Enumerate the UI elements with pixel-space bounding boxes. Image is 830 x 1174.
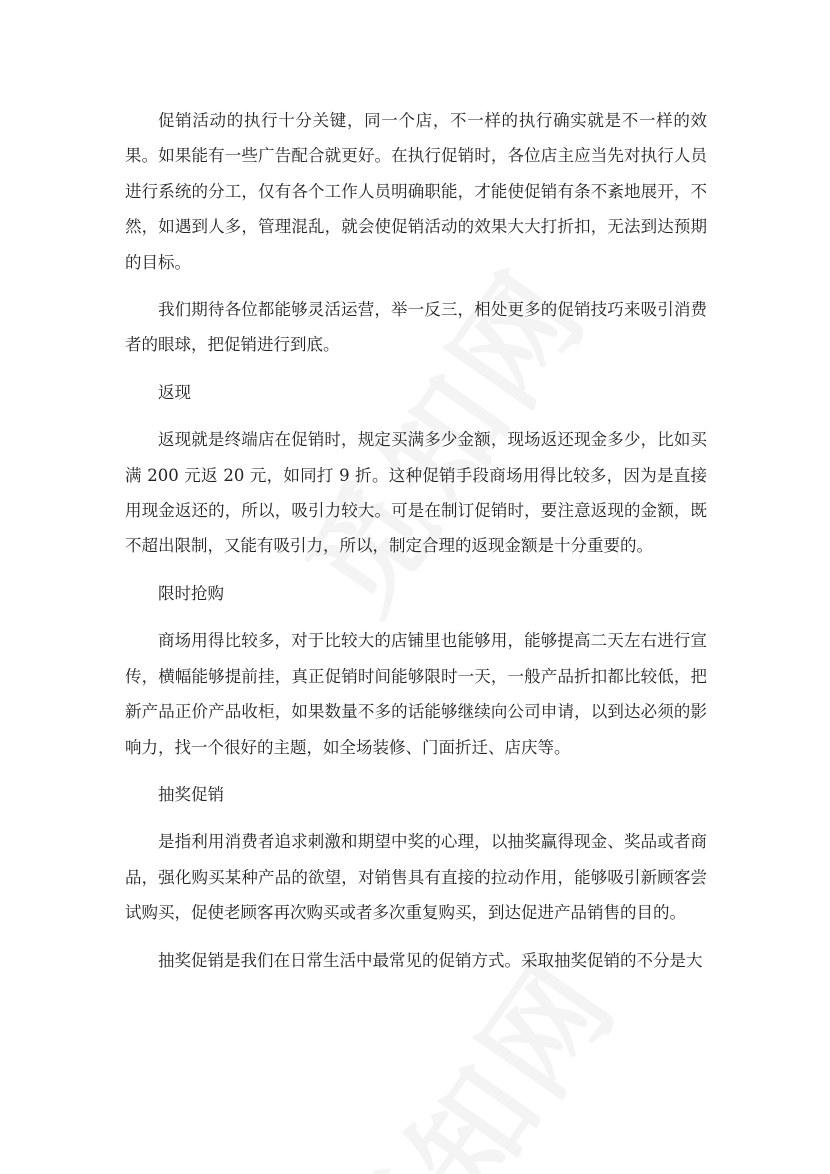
section-heading: 返现 — [158, 382, 191, 402]
section-heading: 抽奖促销 — [158, 784, 224, 804]
paragraph: 促销活动的执行十分关键，同一个店，不一样的执行确实就是不一样的效果。如果能有一些广告配合就更好。在执行促销时，各位店主应当先对执行人员进行系统的分工，仅有各个工作人员明确职能，才能使促销有条不紊地展开，不然，如遇到人多，管理混乱，就会使促销活动的效果大大打折扣，无法到达预期的目标。 — [125, 111, 707, 272]
document-body — [125, 103, 707, 990]
paragraph: 返现就是终端店在促销时，规定买满多少金额，现场返还现金多少，比如买满 200 元返 20 元，如同打 9 折。这种促销手段商场用得比较多，因为是直接用现金返还的，所以，吸引力较大。可是在制订促销时，要注意返现的金额，既不超出限制，又能有吸引力，所以，制定合理的返现金额是十分重要的。 — [125, 430, 707, 556]
paragraph: 抽奖促销是我们在日常生活中最常见的促销方式。采取抽奖促销的不分是大 — [158, 950, 703, 970]
paragraph: 我们期待各位都能够灵活运营，举一反三，相处更多的促销技巧来吸引消费者的眼球，把促销进行到底。 — [125, 300, 707, 355]
section-heading: 限时抢购 — [158, 583, 224, 603]
paragraph: 商场用得比较多，对于比较大的店铺里也能够用，能够提高二天左右进行宣传，横幅能够提前挂，真正促销时间能够限时一天，一般产品折扣都比较低，把新产品正价产品收柜，如果数量不多的话能够继续向公司申请，以到达必须的影响力，找一个很好的主题，如全场装修、门面折迁、店庆等。 — [125, 631, 707, 757]
paragraph: 是指利用消费者追求刺激和期望中奖的心理，以抽奖赢得现金、奖品或者商品，强化购买某种产品的欲望，对销售具有直接的拉动作用，能够吸引新顾客尝试购买，促使老顾客再次购买或者多次重复购买，到达促进产品销售的目的。 — [125, 832, 707, 923]
